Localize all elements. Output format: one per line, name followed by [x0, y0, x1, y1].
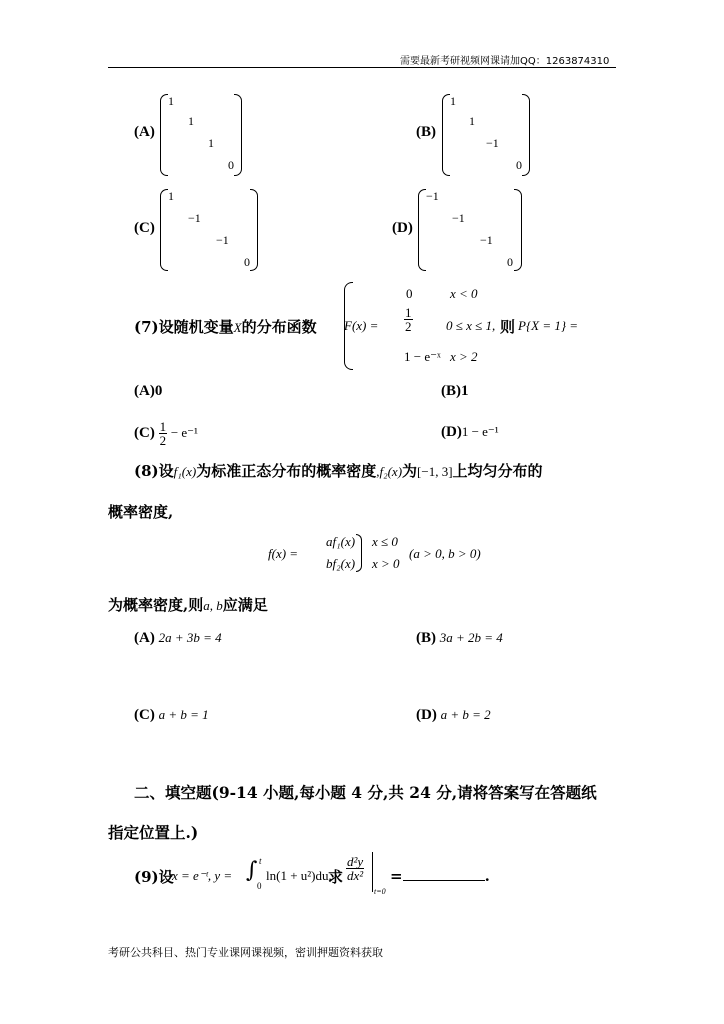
q7-mid: 的分布函数: [241, 318, 317, 336]
q8-b-label: (B): [416, 630, 436, 646]
q7-a-label: (A): [134, 383, 155, 399]
q8-line3-b: 应满足: [222, 596, 268, 614]
q8-brace: [356, 534, 362, 572]
q7-b-label: (B): [441, 383, 461, 399]
q7-d-value: 1 − e⁻¹: [461, 424, 499, 439]
matrix-entry: 1: [188, 114, 194, 128]
q7-then: 则: [500, 318, 516, 336]
q9-equals: =: [390, 867, 403, 885]
q8-wei: 为: [402, 462, 418, 480]
q7-b-value: 1: [461, 383, 469, 399]
q7-option-d: [441, 424, 499, 441]
option-a-label: (A): [134, 124, 155, 140]
q9-expr1: x = e⁻ᵗ, y =: [172, 868, 233, 883]
q8-a-value: 2a + 3b = 4: [158, 630, 222, 645]
matrix-entry: −1: [452, 211, 465, 225]
q7-case1-val: 0: [406, 286, 413, 301]
matrix-entry: 0: [507, 255, 513, 269]
q8-f1: f₁(x): [173, 464, 197, 479]
frac-num: d²y: [347, 854, 364, 869]
option-d-matrix: [418, 189, 522, 271]
q9-int-lower: 0: [257, 881, 262, 891]
q9-derivative: [346, 855, 364, 882]
section2-heading-line1: 二、填空题(9-14 小题,每小题 4 分,共 24 分,请将答案写在答题纸: [134, 783, 597, 802]
q7-case3-val: 1 − e⁻ˣ: [404, 349, 441, 364]
q8-c-value: a + b = 1: [158, 707, 209, 722]
q8-f2: f₂(x): [379, 464, 403, 479]
q9-ask: 求: [328, 868, 344, 886]
answer-blank[interactable]: [403, 866, 485, 881]
q8-a-label: (A): [134, 630, 155, 646]
q7-case2-frac: [404, 306, 413, 333]
q8-case2: bf₂(x): [326, 556, 356, 571]
q7-option-a: [134, 383, 162, 400]
right-paren: [250, 189, 258, 271]
right-paren: [234, 94, 242, 176]
section2-heading-line2: 指定位置上.): [108, 823, 199, 842]
q8-mid2: 上均匀分布的: [452, 462, 543, 480]
q8-option-d: [416, 707, 491, 724]
left-paren: [442, 94, 450, 176]
q8-option-a: [134, 630, 222, 647]
q8-option-b: [416, 630, 503, 647]
left-paren: [160, 189, 168, 271]
right-paren: [522, 94, 530, 176]
q8-case1: af₁(x): [326, 534, 356, 549]
matrix-entry: −1: [486, 136, 499, 150]
q8-stem-line1: [134, 460, 543, 481]
q8-stem-line2: 概率密度,: [108, 503, 174, 521]
q7-c-tail: − e⁻¹: [170, 424, 198, 440]
frac-num: 1: [159, 419, 167, 434]
q7-stem: [134, 316, 317, 337]
q7-c-label: (C): [134, 424, 155, 441]
matrix-entry: −1: [480, 233, 493, 247]
matrix-entry: 1: [469, 114, 475, 128]
q8-cond: (a > 0, b > 0): [409, 546, 481, 561]
option-d-label: (D): [392, 220, 413, 236]
q8-mid1: 为标准正态分布的概率密度: [196, 462, 377, 480]
option-b-label: (B): [416, 124, 436, 140]
matrix-entry: 0: [244, 255, 250, 269]
matrix-entry: 1: [168, 94, 174, 108]
matrix-entry: 1: [168, 189, 174, 203]
q8-prefix: (8)设: [134, 462, 174, 480]
frac-num: 1: [405, 305, 412, 320]
q7-option-c: [134, 420, 198, 447]
q9-int-upper: t: [259, 856, 262, 866]
frac-den: 2: [159, 433, 167, 448]
q7-case2-cond: 0 ≤ x ≤ 1,: [446, 318, 496, 333]
frac-den: 2: [405, 319, 412, 334]
q8-stem-line3: [108, 594, 268, 615]
integral-sign-icon: ∫: [246, 858, 258, 883]
header-rule: [108, 67, 616, 68]
q8-d-label: (D): [416, 707, 437, 723]
q8-line3-vars: a, b: [203, 598, 223, 613]
matrix-entry: −1: [216, 233, 229, 247]
q7-prob: P{X = 1} =: [518, 318, 579, 333]
matrix-entry: 0: [228, 158, 234, 172]
matrix-entry: −1: [426, 189, 439, 203]
q7-d-label: (D): [441, 424, 462, 440]
matrix-entry: 0: [516, 158, 522, 172]
q9-end: .: [484, 867, 490, 885]
q8-comma: ,: [376, 464, 380, 479]
page-header: 需要最新考研视频网课请加QQ：1263874310: [400, 56, 610, 67]
q9-answer: [390, 866, 490, 885]
q8-case1-cond: x ≤ 0: [372, 534, 398, 549]
q9-prefix: (9)设: [134, 868, 174, 886]
q8-interval: [−1, 3]: [417, 464, 453, 479]
q7-case1-cond: x < 0: [450, 286, 478, 301]
right-paren: [514, 189, 522, 271]
option-a-matrix: [160, 94, 242, 176]
q8-line3-a: 为概率密度,则: [108, 596, 204, 614]
q7-a-value: 0: [154, 383, 163, 399]
q7-prefix: (7)设随机变量: [134, 318, 234, 336]
q7-case3-cond: x > 2: [450, 349, 478, 364]
option-c-label: (C): [134, 220, 155, 236]
matrix-entry: −1: [188, 211, 201, 225]
page-footer: 考研公共科目、热门专业课网课视频，密训押题资料获取: [108, 946, 383, 959]
frac-den: dx²: [347, 868, 364, 883]
q8-c-label: (C): [134, 707, 155, 723]
q8-b-value: 3a + 2b = 4: [439, 630, 503, 645]
q8-case2-cond: x > 0: [372, 556, 400, 571]
q8-d-value: a + b = 2: [440, 707, 491, 722]
q9-integrand: ln(1 + u²)du,: [266, 868, 332, 883]
eval-bar: [372, 852, 373, 892]
matrix-entry: 1: [208, 136, 214, 150]
option-c-matrix: [160, 189, 258, 271]
q9-eval-at: t=0: [374, 887, 386, 896]
q7-fx: F(x) =: [344, 318, 379, 333]
q8-fx: f(x) =: [268, 546, 299, 561]
q7-option-b: [441, 383, 469, 400]
option-b-matrix: [442, 94, 530, 176]
left-paren: [160, 94, 168, 176]
q7-var: X: [233, 320, 242, 335]
q8-option-c: [134, 707, 209, 724]
left-paren: [418, 189, 426, 271]
matrix-entry: 1: [450, 94, 456, 108]
